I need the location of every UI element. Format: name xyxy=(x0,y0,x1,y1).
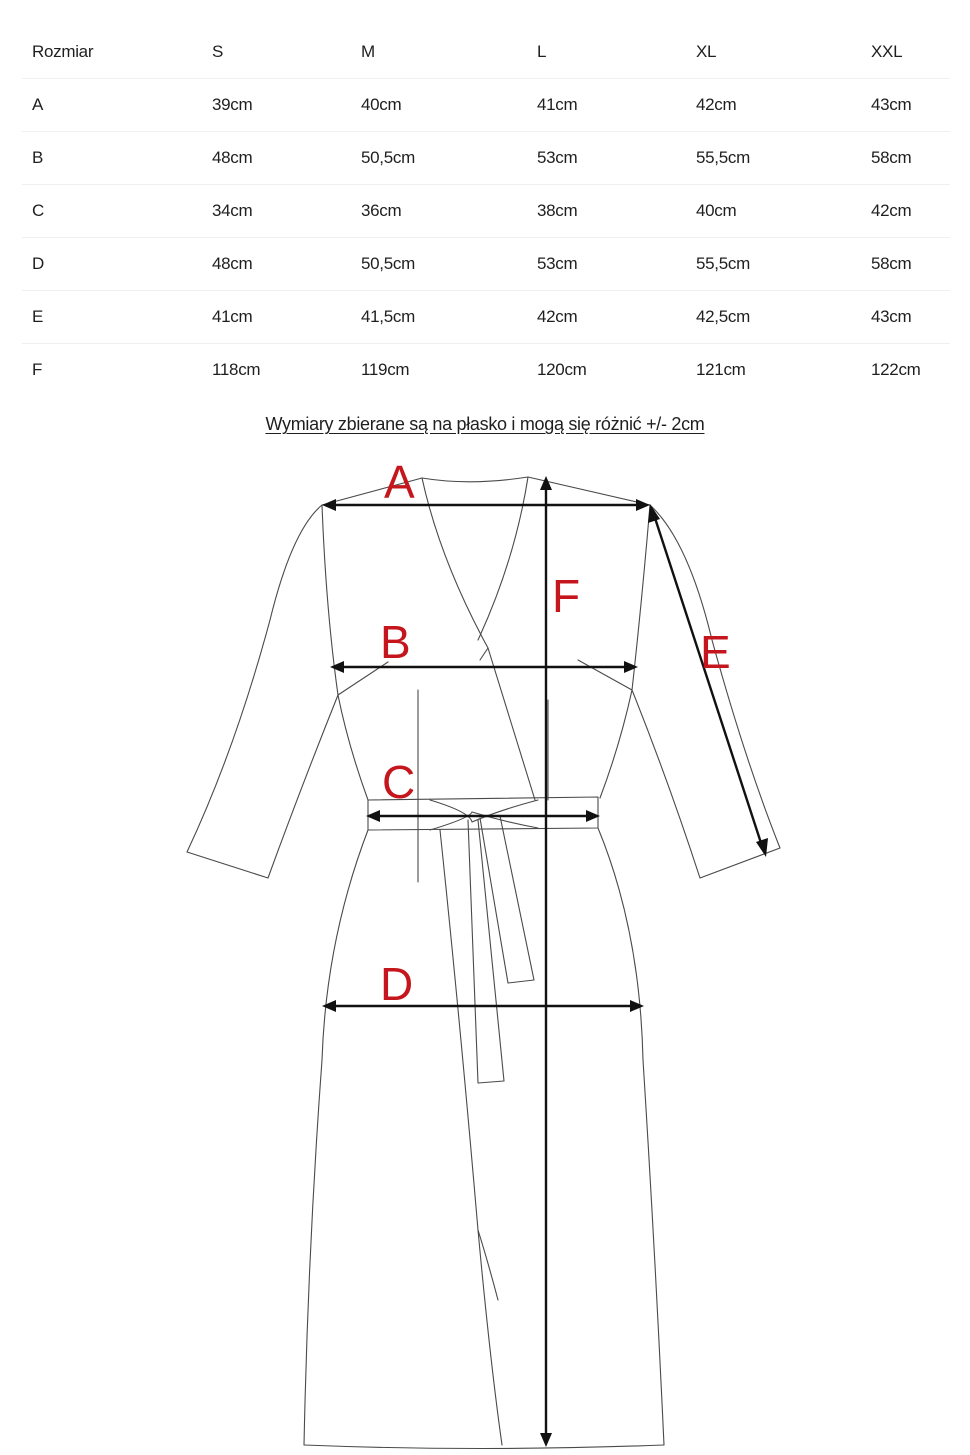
measurement-note-text: Wymiary zbierane są na płasko i mogą się różnić +/- 2cm xyxy=(265,414,705,434)
row-label: E xyxy=(22,291,202,344)
skirt-wrap-edge xyxy=(440,830,502,1445)
inner-wrap-line xyxy=(480,648,488,660)
row-label: B xyxy=(22,132,202,185)
table-cell: 41cm xyxy=(202,291,351,344)
left-sleeve xyxy=(187,505,338,878)
table-cell: 58cm xyxy=(861,132,950,185)
header-size-xl: XL xyxy=(696,42,717,61)
label-a: A xyxy=(384,456,415,508)
row-label: F xyxy=(22,344,202,397)
table-cell: 42,5cm xyxy=(686,291,861,344)
table-row-f xyxy=(22,344,950,397)
measurement-note xyxy=(0,414,970,435)
table-cell: 42cm xyxy=(686,79,861,132)
table-row-c xyxy=(22,185,950,238)
label-f: F xyxy=(552,570,581,622)
table-cell: 41cm xyxy=(527,79,686,132)
table-header-row xyxy=(22,26,950,79)
belt-knot xyxy=(430,800,538,822)
table-cell: 119cm xyxy=(351,344,527,397)
table-row-d xyxy=(22,238,950,291)
table-cell: 41,5cm xyxy=(351,291,527,344)
header-size-l: L xyxy=(537,42,547,61)
arrow-a xyxy=(322,499,650,511)
right-bodice-side xyxy=(600,505,650,798)
table-cell: 48cm xyxy=(202,132,351,185)
label-d: D xyxy=(380,958,414,1010)
arrow-d xyxy=(322,1000,644,1012)
table-row-e xyxy=(22,291,950,344)
row-label: A xyxy=(22,79,202,132)
left-bodice-side xyxy=(322,505,368,800)
right-skirt-side xyxy=(598,828,664,1445)
table-cell: 53cm xyxy=(527,238,686,291)
table-cell: 36cm xyxy=(351,185,527,238)
table-cell: 55,5cm xyxy=(686,132,861,185)
table-cell: 122cm xyxy=(861,344,950,397)
front-wrap-underlap xyxy=(478,477,528,640)
arrow-c xyxy=(366,810,600,822)
size-table xyxy=(22,26,950,396)
table-cell: 55,5cm xyxy=(686,238,861,291)
header-size-m: M xyxy=(361,42,375,61)
row-label: D xyxy=(22,238,202,291)
back-neckline xyxy=(422,477,528,482)
table-cell: 43cm xyxy=(861,291,950,344)
arrow-b xyxy=(330,661,638,673)
table-cell: 40cm xyxy=(351,79,527,132)
table-cell: 40cm xyxy=(686,185,861,238)
belt-knot-lower xyxy=(430,812,538,830)
table-cell: 58cm xyxy=(861,238,950,291)
measurement-labels xyxy=(380,456,731,1010)
table-cell: 42cm xyxy=(861,185,950,238)
table-cell: 53cm xyxy=(527,132,686,185)
arrow-f xyxy=(540,476,552,1447)
table-row-a xyxy=(22,79,950,132)
table-cell: 43cm xyxy=(861,79,950,132)
table-cell: 38cm xyxy=(527,185,686,238)
table-cell: 50,5cm xyxy=(351,238,527,291)
header-size-xxl: XXL xyxy=(871,42,903,61)
arrow-e xyxy=(648,504,768,857)
left-skirt-side xyxy=(304,830,368,1445)
table-cell: 48cm xyxy=(202,238,351,291)
table-cell: 39cm xyxy=(202,79,351,132)
belt-tail-right xyxy=(480,816,534,983)
header-size-label: Rozmiar xyxy=(32,42,94,61)
table-cell: 120cm xyxy=(527,344,686,397)
label-c: C xyxy=(382,756,416,808)
table-cell: 50,5cm xyxy=(351,132,527,185)
right-sleeve xyxy=(632,505,780,878)
robe-outline xyxy=(187,477,780,1449)
table-cell: 34cm xyxy=(202,185,351,238)
table-cell: 121cm xyxy=(686,344,861,397)
label-b: B xyxy=(380,616,411,668)
garment-measurement-diagram xyxy=(0,448,970,1455)
table-cell: 118cm xyxy=(202,344,351,397)
table-row-b xyxy=(22,132,950,185)
header-size-s: S xyxy=(212,42,224,61)
right-bust-dart xyxy=(578,660,632,690)
row-label: C xyxy=(22,185,202,238)
label-e: E xyxy=(700,626,731,678)
table-cell: 42cm xyxy=(527,291,686,344)
skirt-hem xyxy=(304,1445,664,1449)
belt-tail-left xyxy=(468,820,504,1083)
